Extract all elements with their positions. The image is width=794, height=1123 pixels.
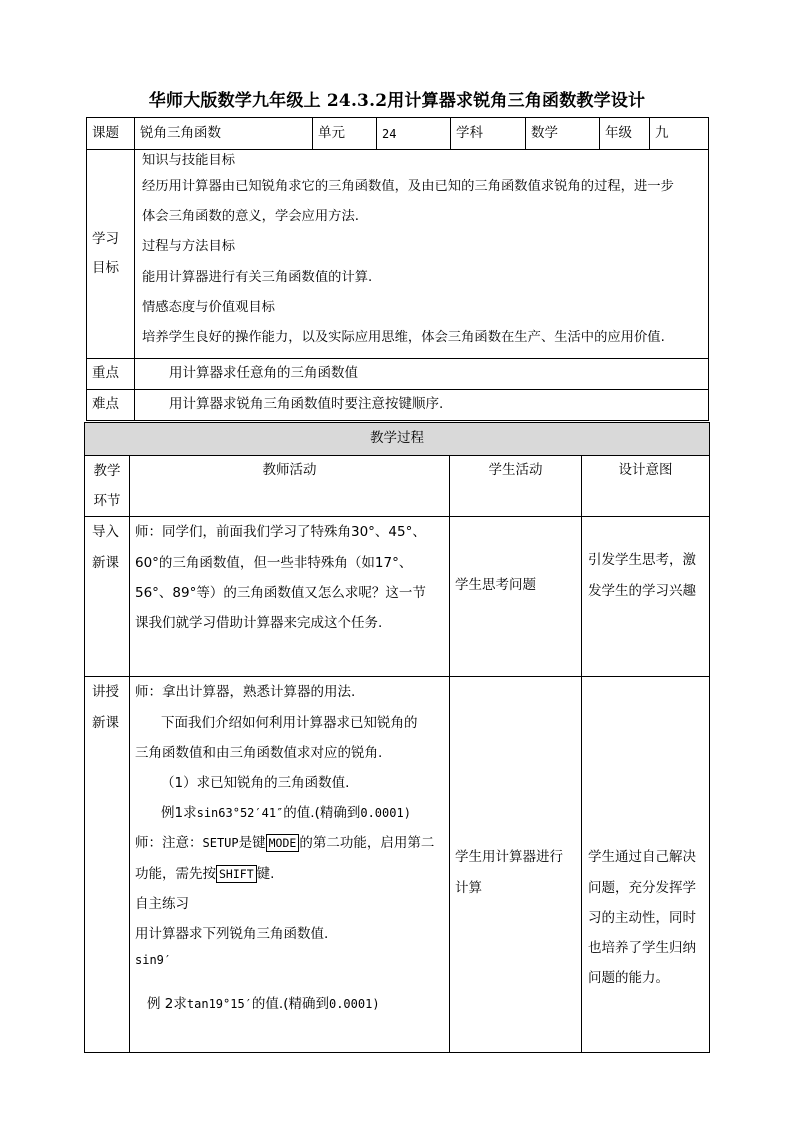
goals-label [87, 150, 135, 359]
intro-teacher-line: 56°、89°等）的三角函数值又怎么求呢？这一节 [135, 584, 426, 601]
col-teacher-head: 教师活动 [130, 456, 450, 517]
col-stage-line1: 教学 [93, 463, 121, 479]
intro-student: 学生思考问题 [450, 517, 582, 677]
example2-suffix: 的值.(精确到 [251, 996, 329, 1013]
intro-teacher-line: 课我们就学习借助计算器来完成这个任务. [135, 614, 383, 631]
goals-line: 体会三角函数的意义，学会应用方法. [142, 209, 359, 225]
example1-expression: sin63°52′41″ [196, 806, 284, 821]
difficulty-value: 用计算器求锐角三角函数值时要注意按键顺序. [135, 390, 709, 421]
goals-line: 过程与方法目标 [142, 239, 236, 255]
goals-line: 能用计算器进行有关三角函数值的计算. [142, 269, 373, 285]
teach-intent-line: 问题，充分发挥学 [588, 879, 696, 896]
teach-intent-line: 学生通过自己解决 [588, 849, 696, 866]
example2-precision: 0.0001) [328, 997, 380, 1012]
intro-stage-line2: 新课 [92, 554, 119, 571]
intro-intent [582, 517, 710, 677]
intro-teacher-line: 60°的三角函数值，但一些非特殊角（如17°、 [135, 554, 413, 571]
process-table [84, 422, 710, 1053]
teach-intent-line: 也培养了学生归纳 [588, 939, 696, 956]
example1-prefix: 例1求 [161, 805, 197, 822]
grade-value: 九 [650, 118, 709, 150]
difficulty-label: 难点 [87, 390, 135, 421]
teach-student [450, 677, 582, 1053]
teach-stage [85, 677, 130, 1053]
teach-line: 师：拿出计算器，熟悉计算器的用法. [135, 684, 356, 701]
key-point-label: 重点 [87, 359, 135, 390]
teach-line: sin9′ [135, 953, 172, 968]
goals-label-line2: 目标 [92, 260, 119, 276]
teach-student-line: 学生用计算器进行 [455, 849, 563, 866]
intro-intent-line: 引发学生思考，激 [588, 552, 696, 569]
teach-stage-line2: 新课 [92, 714, 119, 731]
subject-value: 数学 [526, 118, 600, 150]
teach-line: 自主练习 [135, 895, 189, 912]
col-stage-head [85, 456, 130, 517]
intro-teacher [130, 517, 450, 677]
example2-line [135, 989, 449, 1019]
teach-line: 下面我们介绍如何利用计算器求已知锐角的 [161, 714, 418, 731]
setup-note-line [135, 828, 449, 858]
goals-content [135, 150, 709, 359]
shift-note-suffix: 键. [256, 865, 275, 882]
teach-intent [582, 677, 710, 1053]
topic-label: 课题 [87, 118, 135, 150]
teach-teacher [130, 677, 450, 1053]
example2-prefix: 例 2求 [147, 996, 187, 1013]
example2-expression: tan19°15′ [186, 997, 252, 1012]
unit-value: 24 [377, 118, 451, 150]
subject-label: 学科 [451, 118, 526, 150]
shift-note-line [135, 859, 449, 889]
goals-line: 情感态度与价值观目标 [142, 299, 275, 315]
shift-key: SHIFT [216, 865, 257, 883]
intro-teacher-line: 师：同学们，前面我们学习了特殊角30°、45°、 [135, 524, 426, 541]
setup-note-prefix: 师：注意： [135, 835, 203, 852]
teach-line: 三角函数值和由三角函数值求对应的锐角. [135, 744, 383, 761]
page-title: 华师大版数学九年级上 24.3.2用计算器求锐角三角函数教学设计 [148, 91, 646, 111]
goals-label-line1: 学习 [92, 230, 119, 247]
teach-intent-line: 问题的能力。 [588, 970, 669, 987]
teach-line: （1）求已知锐角的三角函数值. [161, 774, 350, 791]
col-stage-line2: 环节 [93, 493, 121, 510]
goals-line: 知识与技能目标 [142, 153, 236, 168]
topic-value: 锐角三角函数 [135, 118, 313, 150]
mode-key: MODE [266, 834, 300, 852]
setup-note-suffix: 的第二功能，启用第二 [299, 835, 435, 852]
intro-stage [85, 517, 130, 677]
teach-line: 用计算器求下列锐角三角函数值. [135, 925, 329, 942]
teach-stage-line1: 讲授 [92, 684, 119, 701]
setup-note-mid: 是键 [238, 835, 266, 852]
info-table [86, 117, 709, 421]
example1-suffix: 的值.(精确到 [283, 805, 361, 822]
example1-precision: 0.0001) [360, 806, 411, 821]
goals-line: 经历用计算器由已知锐角求它的三角函数值，及由已知的三角函数值求锐角的过程，进一步 [142, 179, 674, 194]
shift-note-prefix: 功能，需先按 [135, 865, 216, 882]
teach-student-line: 计算 [455, 879, 482, 896]
teach-intent-line: 习的主动性，同时 [588, 909, 696, 926]
setup-key-text: SETUP [202, 836, 239, 851]
grade-label: 年级 [600, 118, 650, 150]
col-student-head: 学生活动 [450, 456, 582, 517]
intro-intent-line: 发学生的学习兴趣 [588, 582, 696, 599]
goals-line: 培养学生良好的操作能力，以及实际应用思维，体会三角函数在生产、生活中的应用价值. [142, 329, 665, 345]
intro-stage-line1: 导入 [92, 524, 119, 541]
process-header: 教学过程 [85, 423, 710, 456]
unit-label: 单元 [313, 118, 377, 150]
key-point-value: 用计算器求任意角的三角函数值 [135, 359, 709, 390]
example1-line [135, 798, 449, 828]
col-intent-head: 设计意图 [582, 456, 710, 517]
